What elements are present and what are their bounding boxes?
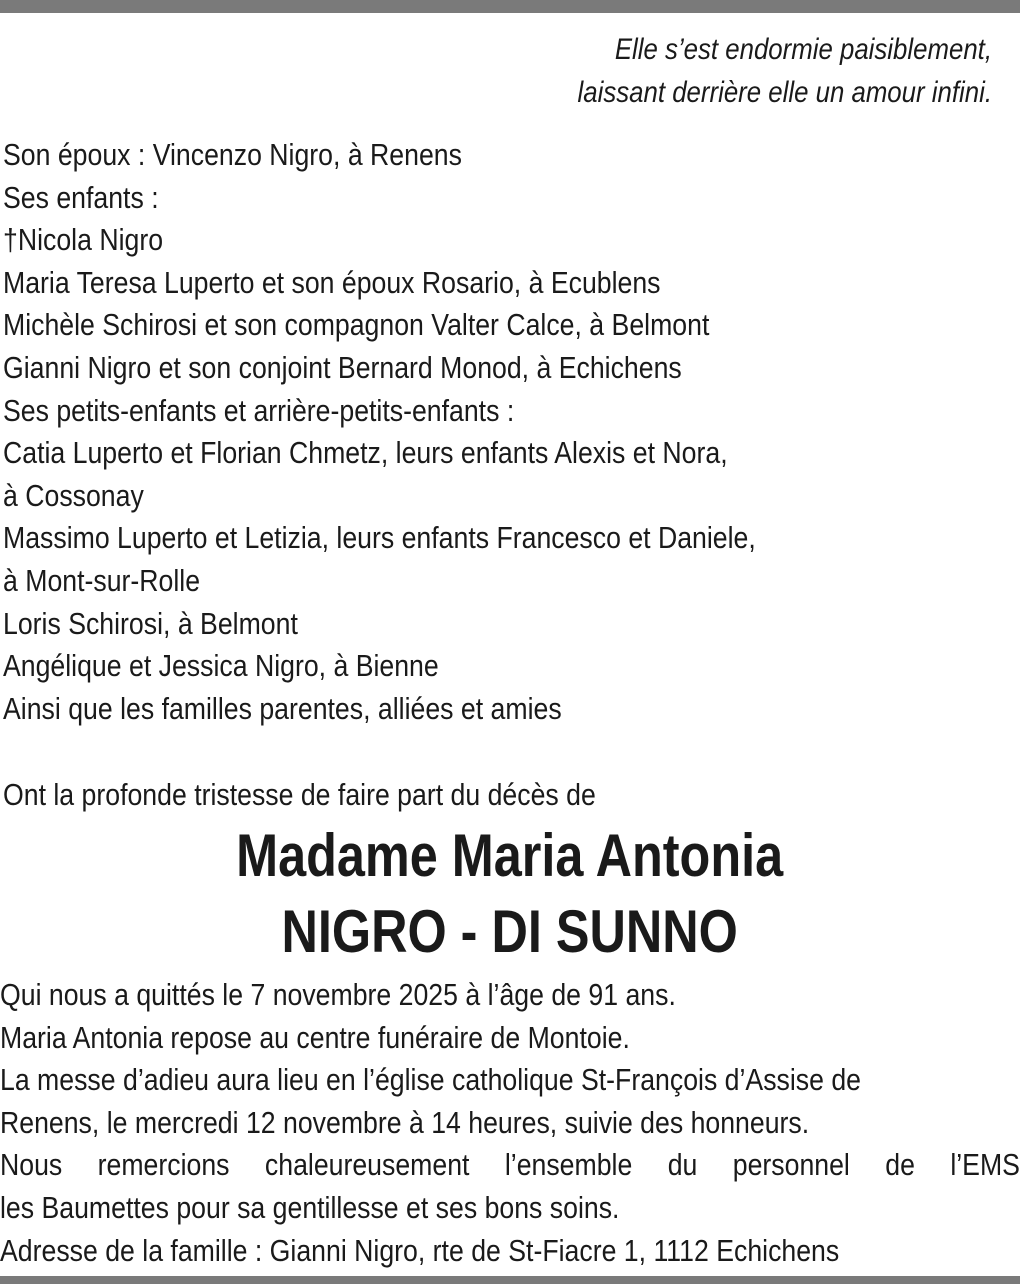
family-line: Son époux : Vincenzo Nigro, à Renens: [3, 137, 462, 172]
epitaph-quote: [304, 28, 992, 114]
family-line: Ses enfants :: [3, 179, 159, 215]
epitaph-line-2: laissant derrière elle un amour infini.: [577, 76, 992, 109]
announcement-intro: Ont la profonde tristesse de faire part du décès de: [3, 777, 596, 812]
deceased-surnames: NIGRO - DI SUNNO: [281, 898, 739, 965]
top-divider: [0, 0, 1020, 13]
family-line: Massimo Luperto et Letizia, leurs enfants Francesco et Daniele,: [3, 520, 756, 556]
family-line: à Cossonay: [3, 477, 144, 513]
family-line: à Mont-sur-Rolle: [3, 562, 201, 598]
deceased-name-line-1: [0, 818, 1020, 894]
family-line: Michèle Schirosi et son compagnon Valter Calce, à Belmont: [3, 307, 710, 343]
family-line: Gianni Nigro et son conjoint Bernard Monod, à Echichens: [3, 349, 682, 385]
details-line: Qui nous a quittés le 7 novembre 2025 à l’âge de 91 ans.: [0, 977, 676, 1012]
details-line: Maria Antonia repose au centre funéraire de Montoie.: [0, 1019, 630, 1055]
epitaph-line-1: Elle s’est endormie paisiblement,: [614, 33, 992, 66]
deceased-name-line-2: [0, 894, 1020, 970]
details-line: Nous remercions chaleureusement l’ensemble du personnel de l’EMS: [0, 1147, 1020, 1183]
family-line: Ainsi que les familles parentes, alliées et amies: [3, 690, 562, 726]
family-line: Ses petits-enfants et arrière-petits-enfants :: [3, 392, 515, 428]
details-line: les Baumettes pour sa gentillesse et ses bons soins.: [0, 1189, 620, 1225]
funeral-details: [0, 974, 1020, 1272]
family-line: Maria Teresa Luperto et son époux Rosario, à Ecublens: [3, 264, 661, 300]
details-line: Renens, le mercredi 12 novembre à 14 heures, suivie des honneurs.: [0, 1104, 810, 1140]
details-line: La messe d’adieu aura lieu en l’église catholique St-François d’Assise de: [0, 1062, 862, 1098]
family-line: Angélique et Jessica Nigro, à Bienne: [3, 648, 439, 684]
family-list: [3, 134, 756, 730]
family-line: †Nicola Nigro: [3, 222, 164, 258]
family-line: Loris Schirosi, à Belmont: [3, 605, 298, 641]
bottom-divider: [0, 1276, 1020, 1284]
family-address: Adresse de la famille : Gianni Nigro, rte de St-Fiacre 1, 1112 Echichens: [0, 1232, 840, 1268]
family-line: Catia Luperto et Florian Chmetz, leurs enfants Alexis et Nora,: [3, 435, 728, 471]
deceased-first-names: Madame Maria Antonia: [236, 822, 784, 889]
